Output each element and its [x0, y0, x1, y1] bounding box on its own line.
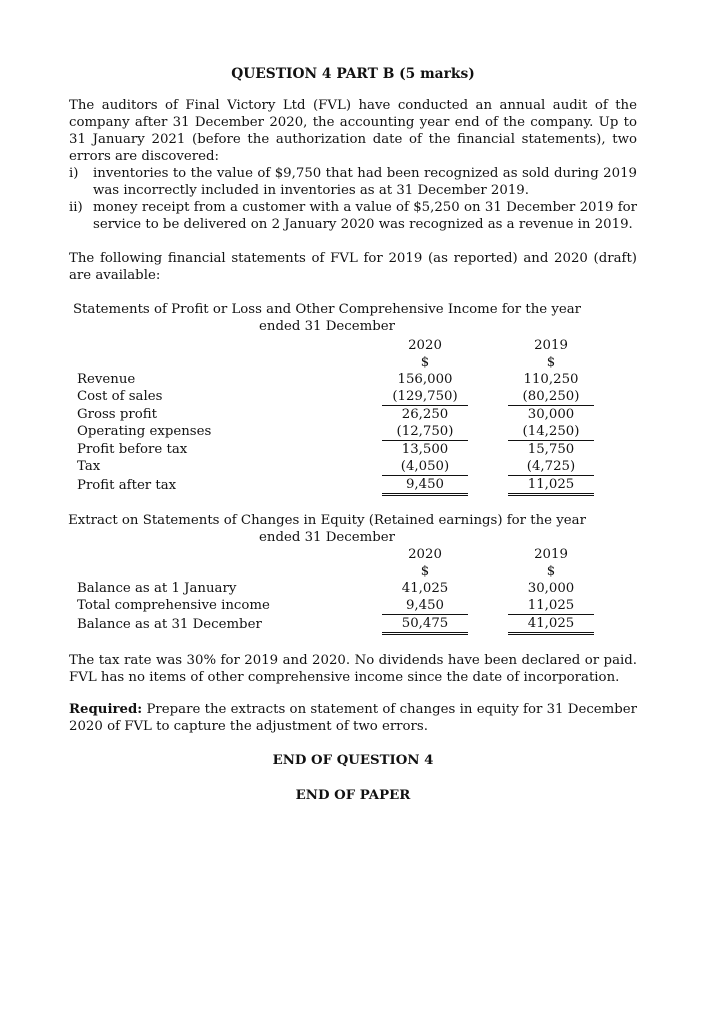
- row-label: Cost of sales: [77, 389, 163, 405]
- list-marker: i): [69, 166, 79, 181]
- profit-loss-table: [77, 337, 594, 496]
- row-label: Tax: [77, 459, 101, 475]
- value-2019: 110,250: [523, 372, 579, 387]
- soce-caption-line2: ended 31 December: [259, 530, 395, 545]
- value-2019: 30,000: [527, 407, 575, 422]
- errors-list: [69, 165, 637, 233]
- col-unit-2020: $: [420, 564, 430, 579]
- soce-caption-line1: Extract on Statements of Changes in Equity (Retained earnings) for the year: [68, 513, 586, 528]
- value-2019: 11,025: [508, 476, 594, 495]
- value-2019: 41,025: [508, 615, 594, 634]
- value-2020: 41,025: [401, 581, 449, 596]
- col-year-2020: 2020: [408, 338, 442, 353]
- question-title: QUESTION 4 PART B (5 marks): [231, 66, 475, 82]
- value-2020: 26,250: [401, 407, 449, 422]
- table-unit-row: [77, 354, 594, 371]
- table-header-row: [77, 337, 594, 354]
- table-row: [77, 580, 594, 597]
- col-unit-2019: $: [546, 564, 556, 579]
- end-of-question: END OF QUESTION 4: [272, 753, 434, 768]
- table-header-row: [77, 546, 594, 563]
- col-year-2020: 2020: [408, 547, 442, 562]
- statements-intro: The following financial statements of FVL for 2019 (as reported) and 2020 (draft) are available:: [69, 251, 637, 283]
- value-2020: (129,750): [382, 388, 468, 406]
- row-label: Operating expenses: [77, 424, 212, 440]
- table-row: [77, 406, 594, 424]
- table-row: [77, 597, 594, 615]
- value-2020: (12,750): [382, 423, 468, 441]
- table-row: [77, 423, 594, 441]
- list-item: [69, 199, 637, 233]
- col-year-2019: 2019: [534, 547, 568, 562]
- end-of-paper: END OF PAPER: [295, 788, 411, 803]
- pl-caption: [43, 301, 611, 335]
- required-paragraph: [69, 701, 637, 735]
- value-2020: 13,500: [401, 442, 449, 457]
- changes-in-equity-table: [77, 546, 594, 635]
- value-2019: (80,250): [508, 388, 594, 406]
- table-row: [77, 441, 594, 459]
- value-2020: 50,475: [382, 615, 468, 634]
- col-unit-2019: $: [546, 355, 556, 370]
- list-item-text: inventories to the value of $9,750 that had been recognized as sold during 2019 was incorrectly included in inventories as at 31 December 2019.: [93, 166, 637, 198]
- row-label: Total comprehensive income: [77, 598, 270, 614]
- value-2020: 156,000: [397, 372, 453, 387]
- col-unit-2020: $: [420, 355, 430, 370]
- row-label: Profit after tax: [77, 477, 177, 493]
- value-2020: (4,050): [382, 458, 468, 476]
- required-label: Required:: [69, 702, 143, 717]
- table-row: [77, 476, 594, 495]
- row-label: Profit before tax: [77, 441, 188, 457]
- value-2019: 30,000: [527, 581, 575, 596]
- table-row: [77, 388, 594, 406]
- intro-paragraph: The auditors of Final Victory Ltd (FVL) have conducted an annual audit of the company after 31 December 2020, the accounting year end of the company. Up to 31 January 2021 (before the authorization date of the financial statements), two errors are discovered:: [69, 98, 637, 164]
- value-2019: 15,750: [527, 442, 575, 457]
- pl-caption-line2: ended 31 December: [259, 319, 395, 334]
- value-2019: (4,725): [508, 458, 594, 476]
- required-text: Prepare the extracts on statement of changes in equity for 31 December 2020 of FVL to capture the adjustment of two errors.: [69, 702, 637, 734]
- tax-note: The tax rate was 30% for 2019 and 2020. No dividends have been declared or paid. FVL has no items of other comprehensive income since the date of incorporation.: [69, 653, 637, 685]
- pl-caption-line1: Statements of Profit or Loss and Other Comprehensive Income for the year: [72, 302, 582, 317]
- table-unit-row: [77, 563, 594, 580]
- row-label: Gross profit: [77, 406, 157, 422]
- row-label: Revenue: [77, 372, 136, 387]
- list-item: [69, 165, 637, 199]
- row-label: Balance as at 31 December: [77, 616, 262, 632]
- value-2019: 11,025: [508, 597, 594, 615]
- row-label: Balance as at 1 January: [77, 581, 237, 596]
- table-row: [77, 458, 594, 476]
- table-row: [77, 371, 594, 388]
- col-year-2019: 2019: [534, 338, 568, 353]
- value-2020: 9,450: [382, 597, 468, 615]
- value-2019: (14,250): [508, 423, 594, 441]
- list-item-text: money receipt from a customer with a value of $5,250 on 31 December 2019 for service to be delivered on 2 January 2020 was recognized as a revenue in 2019.: [93, 200, 637, 232]
- table-row: [77, 615, 594, 634]
- value-2020: 9,450: [382, 476, 468, 495]
- soce-caption: [43, 512, 611, 546]
- list-marker: ii): [69, 200, 83, 215]
